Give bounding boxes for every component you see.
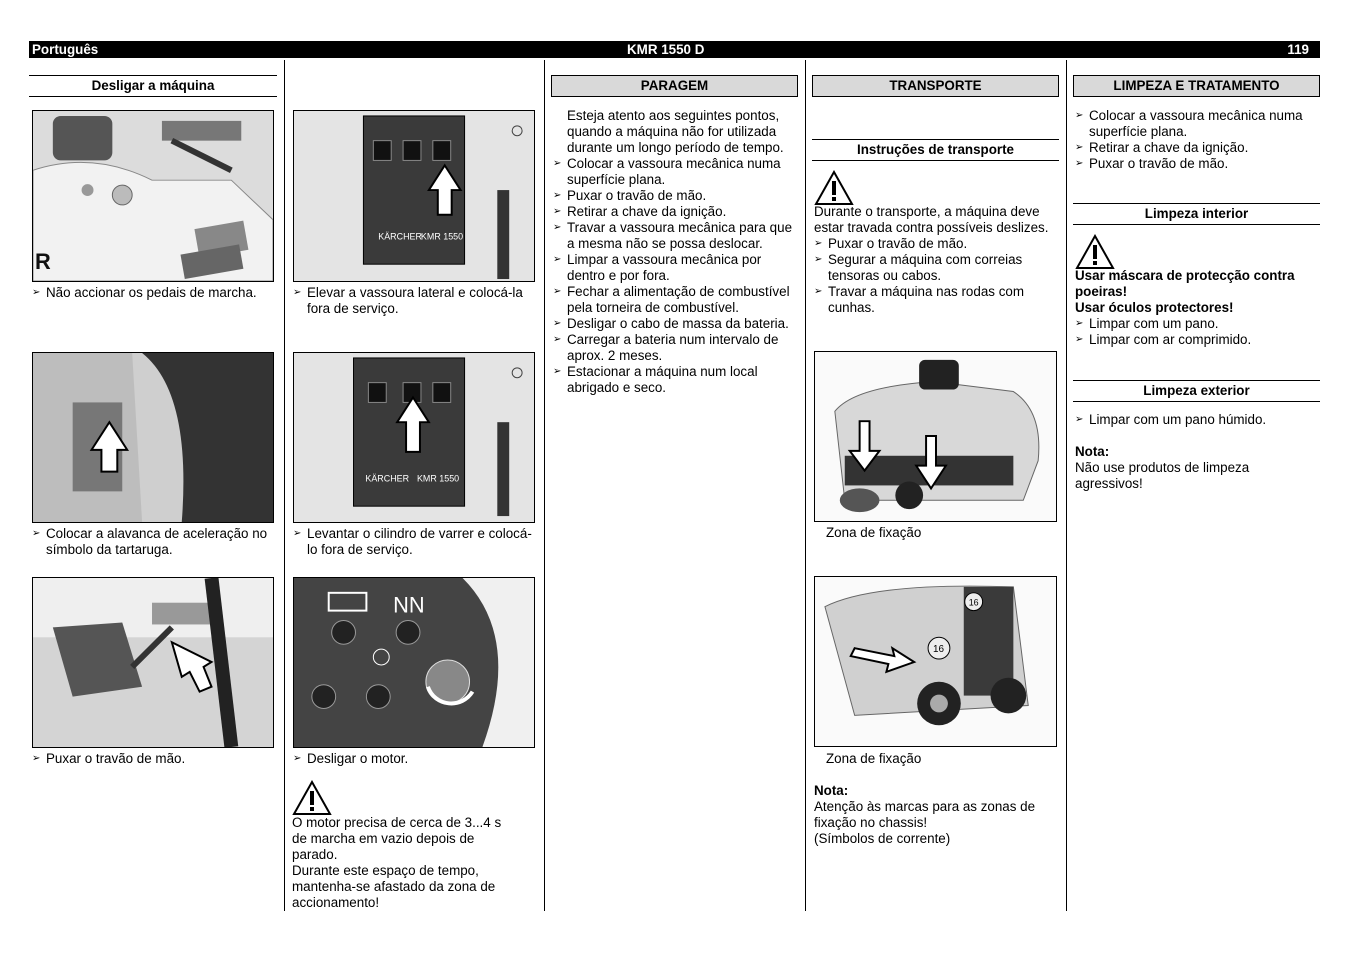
engine-warning-line: mantenha-se afastado da zona de (292, 879, 496, 894)
transport-text (814, 204, 1059, 316)
panel-brand: KÄRCHER (378, 231, 422, 242)
list-item: ➢ Limpar com um pano húmido. (1075, 412, 1320, 428)
caption-fixing-zone-front: Zona de fixação (826, 525, 922, 540)
subsection-title-transport: Instruções de transporte (812, 139, 1059, 161)
photo-side-broom-switch (293, 110, 535, 282)
photo-roller-switch (293, 352, 535, 523)
transport-note (814, 783, 1059, 847)
fixing-sticker: 16 (933, 644, 945, 656)
column-divider (544, 60, 545, 911)
warning-triangle-icon (1075, 234, 1115, 270)
interior-warning-goggles: Usar óculos protectores! (1075, 300, 1234, 315)
section-title-limpeza: LIMPEZA E TRATAMENTO (1073, 75, 1320, 97)
step-engine-off: ➢ Desligar o motor. (293, 751, 538, 767)
photo-sweeper-front (814, 351, 1057, 522)
photo-throttle-lever (32, 352, 274, 523)
photo-pedals (32, 110, 274, 282)
interior-cleaning (1075, 268, 1320, 348)
list-item: ➢ Carregar a bateria num intervalo de aprox. 2 meses. (553, 332, 799, 364)
engine-warning-line: accionamento! (292, 895, 380, 910)
engine-warning-line: O motor precisa de cerca de 3...4 s (292, 815, 502, 830)
column-divider (284, 60, 285, 911)
cleaning-list (1075, 108, 1320, 172)
engine-warning-line: parado. (292, 847, 338, 862)
photo-handbrake (32, 577, 274, 748)
section-title-transporte: TRANSPORTE (812, 75, 1059, 97)
list-item: ➢ Colocar a vassoura mecânica numa superfície plana. (1075, 108, 1320, 140)
storage-intro: Esteja atento aos seguintes pontos, quando a máquina não for utilizada durante um longo período de tempo. (567, 108, 784, 155)
svg-text:NN: NN (393, 592, 425, 618)
note-text: Atenção às marcas para as zonas de fixação no chassis! (Símbolos de corrente) (814, 799, 1036, 846)
panel-brand: KÄRCHER (365, 473, 410, 484)
note-text: Não use produtos de limpeza agressivos! (1075, 460, 1250, 491)
list-item: ➢ Puxar o travão de mão. (814, 236, 1059, 252)
section-title-desligar: Desligar a máquina (29, 75, 277, 97)
header-page-number: 119 (1287, 42, 1309, 57)
column-divider (805, 60, 806, 911)
engine-warning-line: Durante este espaço de tempo, (292, 863, 479, 878)
fixing-sticker: 16 (968, 597, 979, 608)
list-item: ➢ Puxar o travão de mão. (1075, 156, 1320, 172)
list-item: ➢ Colocar a vassoura mecânica numa superfície plana. (553, 156, 799, 188)
note-label: Nota: (814, 783, 849, 798)
list-item: ➢ Limpar com ar comprimido. (1075, 332, 1320, 348)
storage-list (553, 108, 799, 396)
engine-warning-text (292, 815, 537, 911)
step-roller: ➢ Levantar o cilindro de varrer e colocá-lo fora de serviço. (293, 526, 538, 558)
list-item: ➢ Puxar o travão de mão. (553, 188, 799, 204)
list-item: ➢ Limpar a vassoura mecânica por dentro e por fora. (553, 252, 799, 284)
page-header (29, 41, 1320, 58)
caption-fixing-zone-rear: Zona de fixação (826, 751, 922, 766)
engine-warning-line: de marcha em vazio depois de (292, 831, 475, 846)
step-throttle: ➢ Colocar a alavanca de aceleração no símbolo da tartaruga. (32, 526, 277, 558)
header-model: KMR 1550 D (627, 42, 705, 57)
warning-triangle-icon (814, 170, 854, 206)
transport-warning: Durante o transporte, a máquina deve estar travada contra possíveis deslizes. (814, 204, 1049, 235)
list-item: ➢ Limpar com um pano. (1075, 316, 1320, 332)
note-label: Nota: (1075, 444, 1110, 459)
section-title-paragem: PARAGEM (551, 75, 798, 97)
panel-model: KMR 1550 (416, 473, 460, 484)
list-item: ➢ Fechar a alimentação de combustível pela torneira de combustível. (553, 284, 799, 316)
subsection-title-interior: Limpeza interior (1073, 203, 1320, 225)
subsection-title-exterior: Limpeza exterior (1073, 380, 1320, 402)
svg-text:R: R (34, 249, 51, 275)
warning-triangle-icon (292, 780, 332, 816)
step-handbrake: ➢ Puxar o travão de mão. (32, 751, 277, 767)
interior-warning-mask: Usar máscara de protecção contra poeiras! (1075, 268, 1295, 299)
header-language: Português (32, 42, 99, 57)
photo-sweeper-rear (814, 576, 1057, 747)
step-side-broom: ➢ Elevar a vassoura lateral e colocá-la fora de serviço. (293, 285, 538, 317)
list-item: ➢ Travar a máquina nas rodas com cunhas. (814, 284, 1059, 316)
step-pedals: ➢ Não accionar os pedais de marcha. (32, 285, 277, 301)
list-item: ➢ Desligar o cabo de massa da bateria. (553, 316, 799, 332)
list-item: ➢ Retirar a chave da ignição. (1075, 140, 1320, 156)
photo-ignition-key (293, 577, 535, 748)
exterior-cleaning (1075, 412, 1320, 492)
list-item: ➢ Segurar a máquina com correias tensoras ou cabos. (814, 252, 1059, 284)
panel-model: KMR 1550 (420, 231, 464, 242)
list-item: ➢ Retirar a chave da ignição. (553, 204, 799, 220)
column-divider (1066, 60, 1067, 911)
list-item: ➢ Travar a vassoura mecânica para que a mesma não se possa deslocar. (553, 220, 799, 252)
list-item: ➢ Estacionar a máquina num local abrigado e seco. (553, 364, 799, 396)
